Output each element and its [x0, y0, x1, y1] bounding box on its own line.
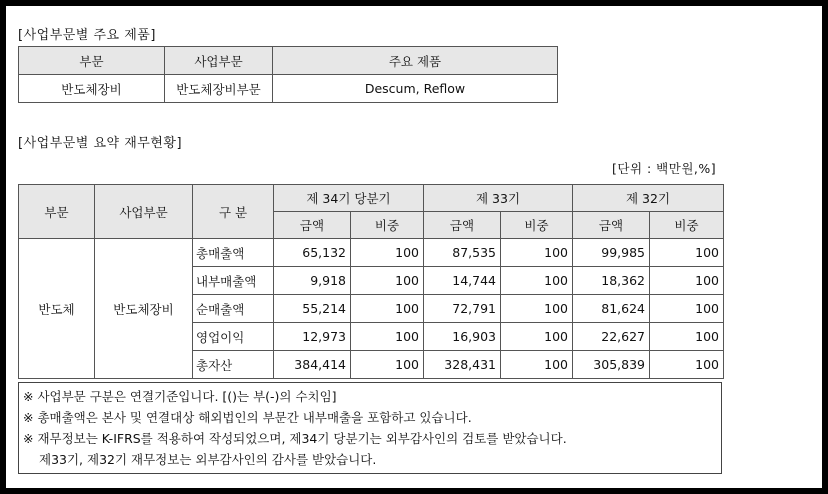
cell-value: 14,744 — [424, 267, 501, 295]
header-ratio: 비중 — [501, 212, 573, 239]
cell-value: 100 — [351, 323, 424, 351]
header-ratio: 비중 — [650, 212, 724, 239]
cell-value: 384,414 — [274, 351, 351, 379]
cell-label: 총매출액 — [193, 239, 274, 267]
cell-value: 100 — [650, 267, 724, 295]
cell-value: 9,918 — [274, 267, 351, 295]
cell-value: 18,362 — [573, 267, 650, 295]
cell-value: 99,985 — [573, 239, 650, 267]
note-line: ※ 총매출액은 본사 및 연결대상 해외법인의 부문간 내부매출을 포함하고 있습니다. — [23, 410, 472, 425]
cell-products: Descum, Reflow — [273, 75, 558, 103]
header-amount: 금액 — [424, 212, 501, 239]
cell-value: 100 — [501, 239, 573, 267]
financial-summary-table — [18, 184, 724, 379]
header-division: 부문 — [19, 185, 95, 239]
cell-value: 100 — [501, 295, 573, 323]
note-line: ※ 재무정보는 K-IFRS를 적용하여 작성되었으며, 제34기 당분기는 외부감사인의 검토를 받았습니다. — [23, 431, 567, 446]
header-products: 주요 제품 — [273, 47, 558, 75]
cell-value: 100 — [501, 323, 573, 351]
cell-value: 100 — [351, 239, 424, 267]
cell-value: 72,791 — [424, 295, 501, 323]
cell-business: 반도체장비 — [95, 239, 193, 379]
document-page — [6, 6, 822, 488]
table-header-row — [19, 185, 724, 212]
table-header-row — [19, 47, 558, 75]
cell-division: 반도체장비 — [19, 75, 165, 103]
cell-value: 100 — [351, 267, 424, 295]
cell-value: 305,839 — [573, 351, 650, 379]
section1-caption: [사업부문별 주요 제품] — [18, 28, 156, 43]
header-division: 부문 — [19, 47, 165, 75]
note-line: ※ 사업부문 구분은 연결기준입니다. [()는 부(-)의 수치임] — [23, 389, 337, 404]
header-period-32: 제 32기 — [573, 185, 724, 212]
cell-business: 반도체장비부문 — [165, 75, 273, 103]
cell-value: 100 — [501, 351, 573, 379]
cell-value: 81,624 — [573, 295, 650, 323]
header-period-33: 제 33기 — [424, 185, 573, 212]
cell-value: 100 — [650, 323, 724, 351]
header-business: 사업부문 — [165, 47, 273, 75]
note-line: 제33기, 제32기 재무정보는 외부감사인의 감사를 받았습니다. — [39, 452, 377, 467]
cell-label: 영업이익 — [193, 323, 274, 351]
cell-value: 16,903 — [424, 323, 501, 351]
cell-label: 총자산 — [193, 351, 274, 379]
main-products-table — [18, 46, 558, 103]
cell-value: 100 — [650, 351, 724, 379]
header-amount: 금액 — [573, 212, 650, 239]
cell-value: 12,973 — [274, 323, 351, 351]
header-ratio: 비중 — [351, 212, 424, 239]
table-row — [19, 75, 558, 103]
cell-value: 100 — [351, 295, 424, 323]
cell-value: 100 — [650, 295, 724, 323]
notes-box — [18, 382, 722, 474]
cell-value: 100 — [650, 239, 724, 267]
section2-caption: [사업부문별 요약 재무현황] — [18, 136, 183, 151]
header-category: 구 분 — [193, 185, 274, 239]
unit-label: [단위 : 백만원,%] — [612, 161, 717, 176]
cell-value: 87,535 — [424, 239, 501, 267]
cell-label: 순매출액 — [193, 295, 274, 323]
cell-value: 22,627 — [573, 323, 650, 351]
cell-division: 반도체 — [19, 239, 95, 379]
cell-value: 328,431 — [424, 351, 501, 379]
cell-value: 65,132 — [274, 239, 351, 267]
header-period-34: 제 34기 당분기 — [274, 185, 424, 212]
table-row — [19, 239, 724, 267]
cell-value: 100 — [351, 351, 424, 379]
cell-label: 내부매출액 — [193, 267, 274, 295]
cell-value: 100 — [501, 267, 573, 295]
header-business: 사업부문 — [95, 185, 193, 239]
header-amount: 금액 — [274, 212, 351, 239]
cell-value: 55,214 — [274, 295, 351, 323]
